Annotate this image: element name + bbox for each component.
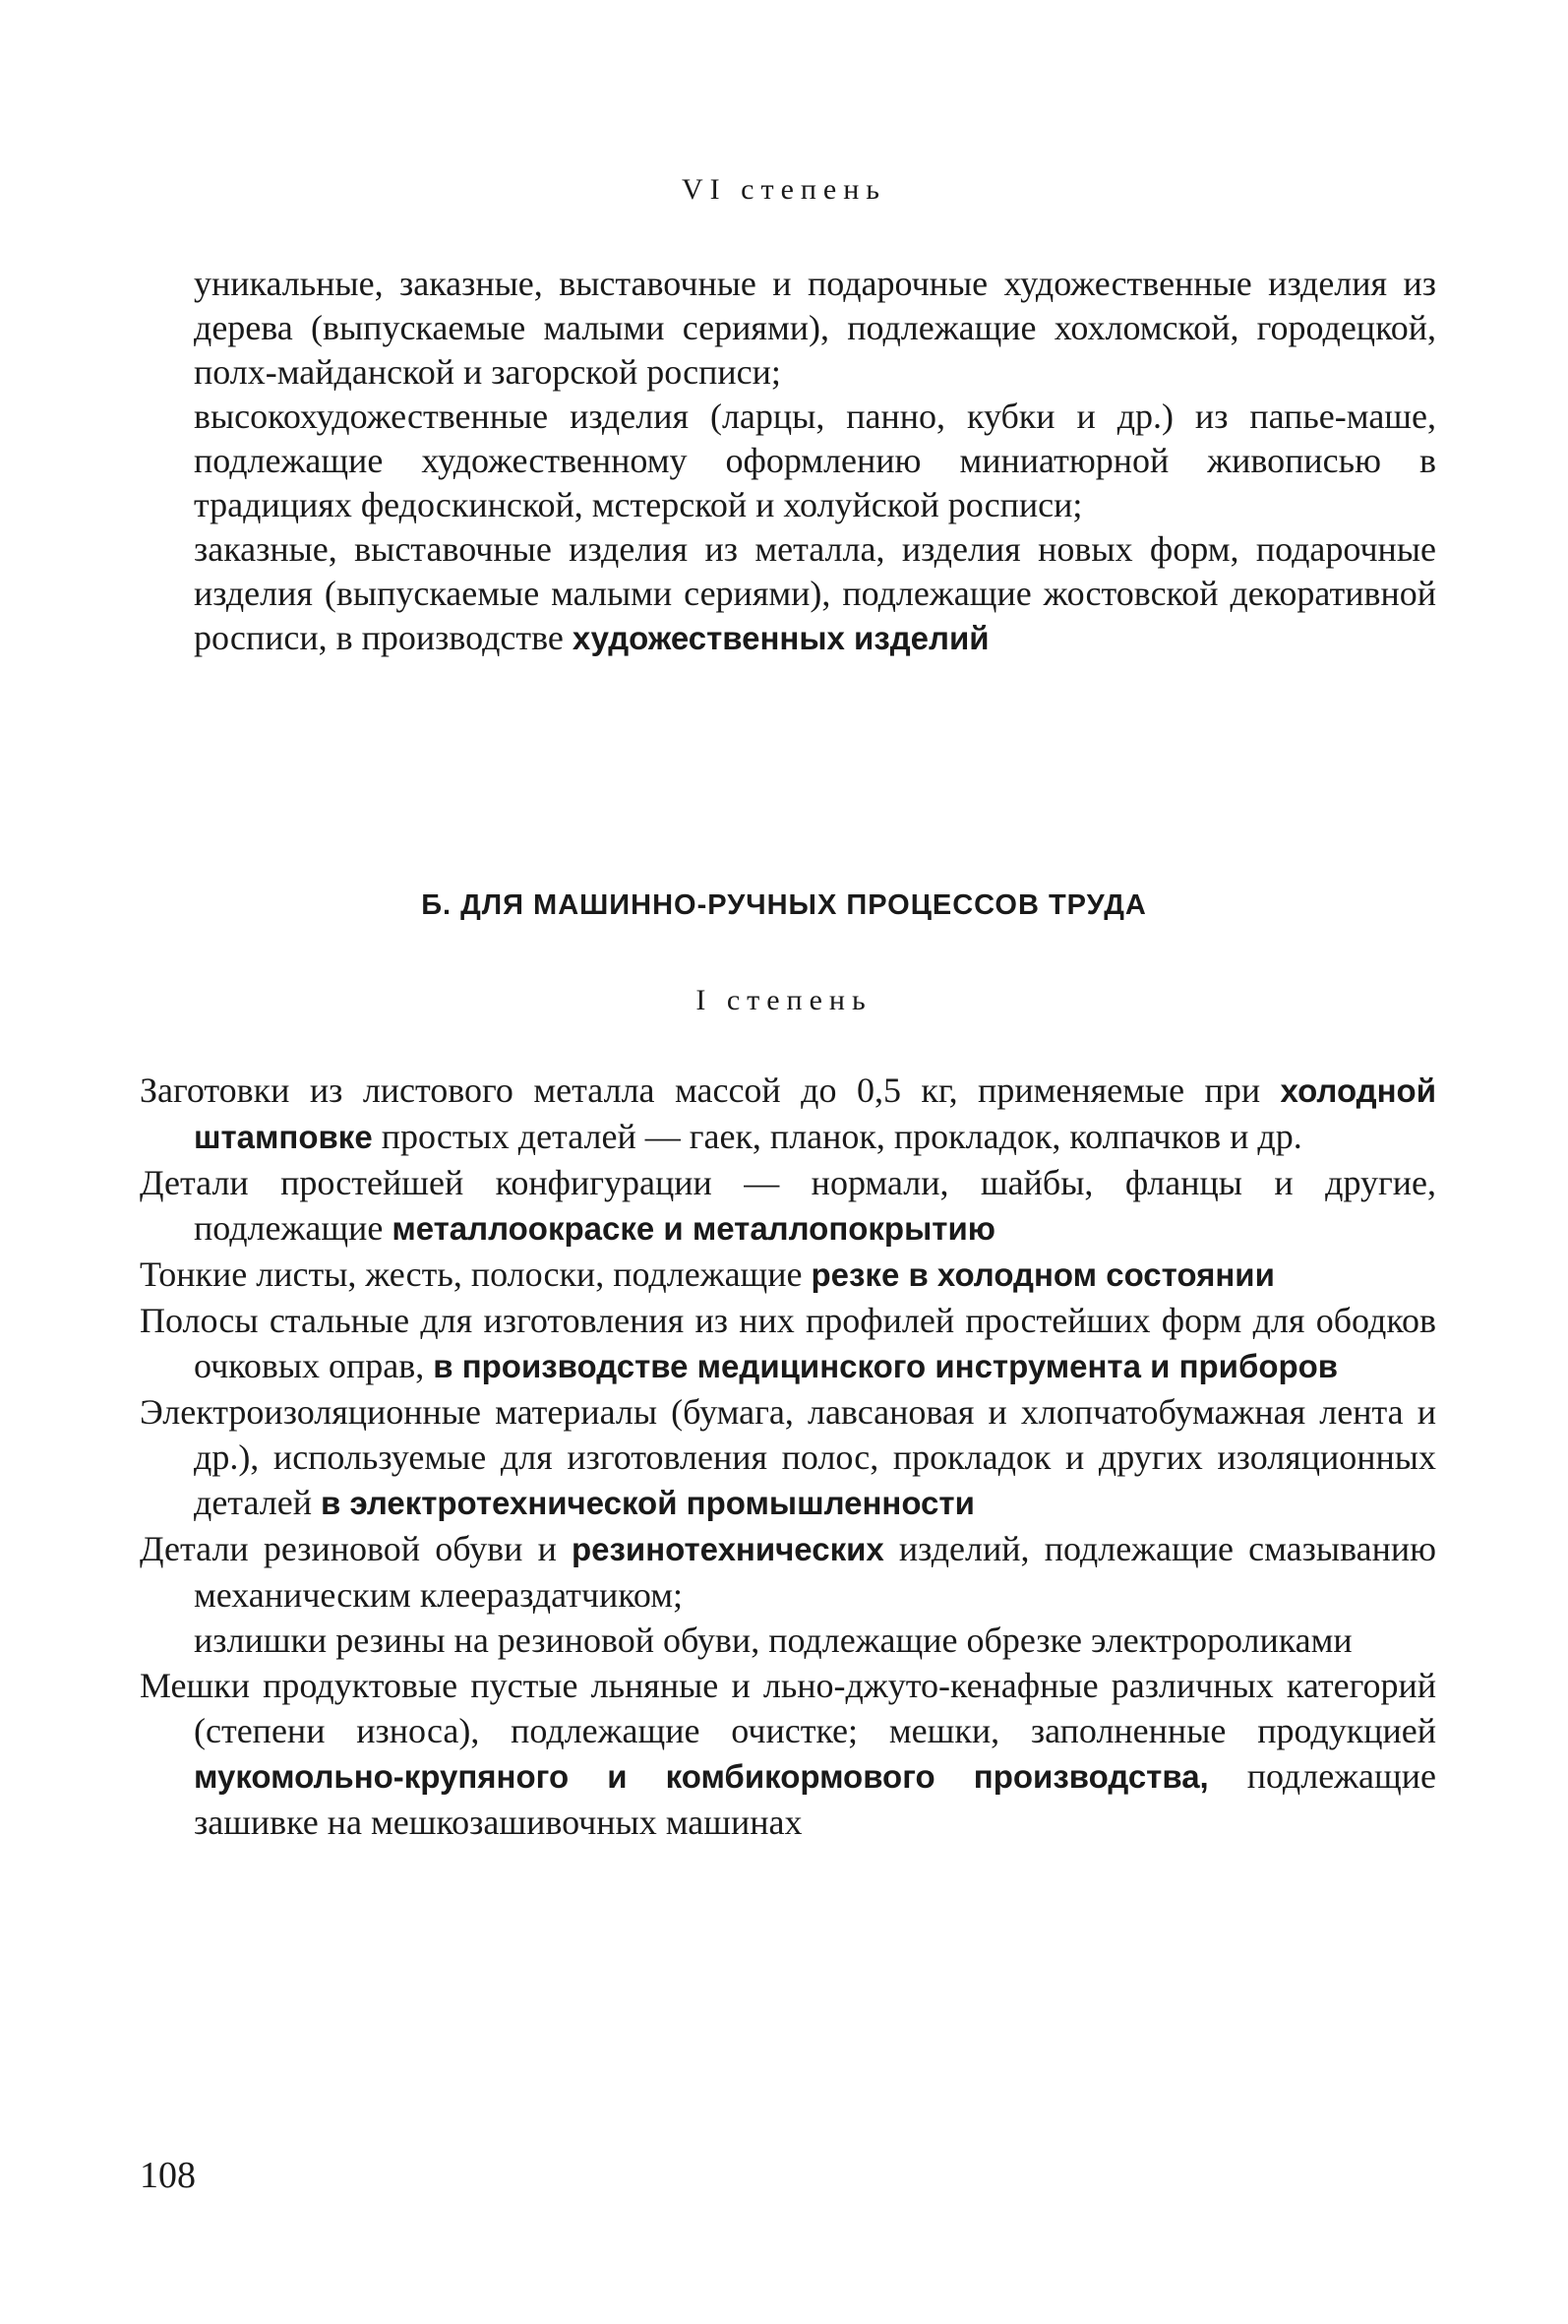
degree-6-paragraph-metal (194, 527, 1436, 660)
entry-text-tail: изделий, подлежащие смазыванию механическим клеераздатчиком; (194, 1529, 1436, 1615)
paragraph-text: высокохудожественные изделия (ларцы, панно, кубки и др.) из папье-маше, подлежащие художественному оформлению миниатюрной живописью в традициях федоскинской, мстерской и холуйской росписи; (194, 397, 1436, 524)
page-number: 108 (140, 2155, 196, 2196)
paragraph-text: заказные, выставочные изделия из металла, изделия новых форм, подарочные изделия (выпускаемые малыми сериями), подлежащие жостовской декоративной росписи, в производстве (194, 529, 1436, 657)
degree-1-entries (140, 1068, 1436, 1845)
degree-1-heading: I степень (695, 984, 873, 1016)
entry-text: Электроизоляционные материалы (бумага, лавсановая и хлопчатобумажная лента и др.), используемые для изготовления полос, прокладок и других изоляционных деталей (140, 1392, 1436, 1522)
entry-text: Тонкие листы, жесть, полоски, подлежащие (140, 1254, 812, 1294)
entry-food-sacks (140, 1663, 1436, 1845)
entry-text: Мешки продуктовые пустые льняные и льно-джуто-кенафные различных категорий (степени износа), подлежащие очистке; мешки, заполненные продукцией (140, 1666, 1436, 1750)
entry-text-tail: простых деталей — гаек, планок, прокладок, колпачков и др. (372, 1117, 1302, 1156)
degree-6-paragraph-wood (194, 262, 1436, 395)
degree-6-heading: VI степень (681, 173, 886, 206)
entry-steel-strips (140, 1298, 1436, 1389)
section-b-title: Б. ДЛЯ МАШИННО-РУЧНЫХ ПРОЦЕССОВ ТРУДА (421, 889, 1147, 921)
entry-bold-term: резке в холодном состоянии (811, 1256, 1275, 1293)
entry-simple-parts (140, 1160, 1436, 1252)
entry-bold-term: резинотехнических (572, 1531, 884, 1567)
entry-text-tail: подлежащие зашивке на мешкозашивочных машинах (194, 1756, 1436, 1842)
entry-bold-term: мукомольно-крупяного и комбикормового производства, (194, 1758, 1209, 1795)
entry-bold-term: в электротехнической промышленности (320, 1485, 975, 1521)
entry-insulating-materials (140, 1389, 1436, 1526)
paragraph-text: уникальные, заказные, выставочные и подарочные художественные изделия из дерева (выпускаемые малыми сериями), подлежащие хохломской, городецкой, полх-майданской и загорской росписи; (194, 264, 1436, 392)
degree-6-body (194, 262, 1436, 660)
entry-bold-term: в производстве медицинского инструмента и приборов (433, 1348, 1339, 1384)
entry-sheet-metal-blanks (140, 1068, 1436, 1160)
entry-bold-term: металлоокраске и металлопокрытию (392, 1210, 995, 1247)
entry-text: Заготовки из листового металла массой до 0,5 кг, применяемые при (140, 1070, 1281, 1110)
entry-text: Детали резиновой обуви и (140, 1529, 573, 1568)
entry-thin-sheets (140, 1252, 1436, 1298)
degree-6-paragraph-papier-mache (194, 395, 1436, 527)
entry-bold-term: холодной штамповке (194, 1072, 1436, 1155)
entry-text: Детали простейшей конфигурации — нормали, шайбы, фланцы и другие, подлежащие (140, 1163, 1436, 1248)
entry-rubber-footwear (140, 1526, 1436, 1618)
paragraph-bold-term: художественных изделий (572, 620, 990, 656)
entry-rubber-footwear-sub: излишки резины на резиновой обуви, подлежащие обрезке электророликами (194, 1621, 1353, 1660)
entry-text: Полосы стальные для изготовления из них профилей простейших форм для ободков очковых оправ, (140, 1301, 1436, 1385)
